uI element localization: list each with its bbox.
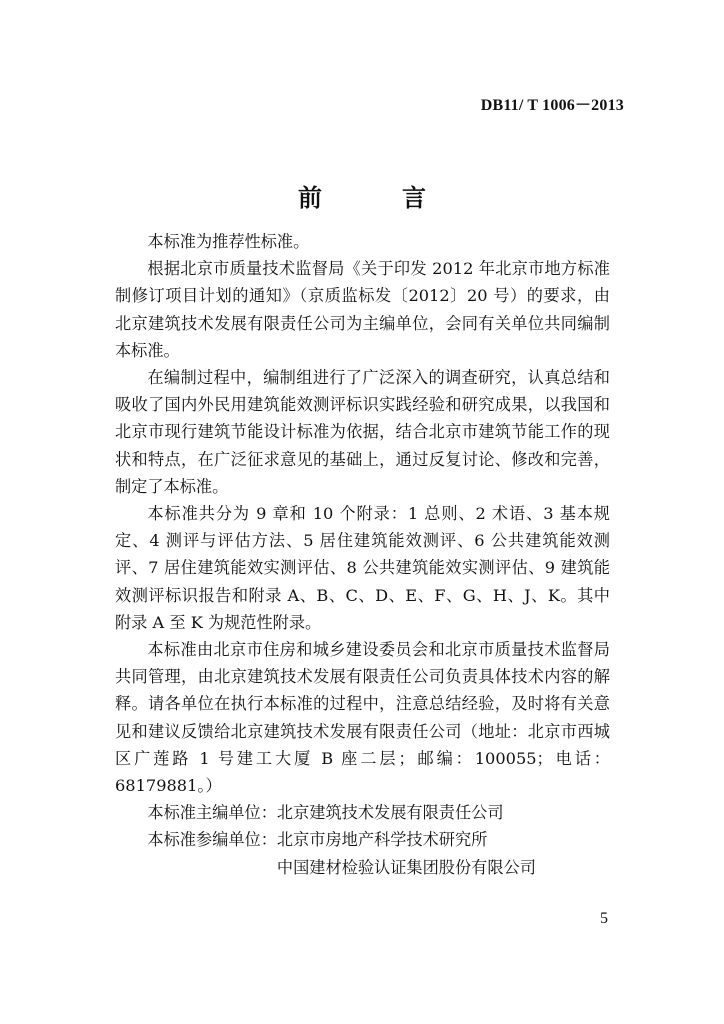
paragraph-management: 本标准由北京市住房和城乡建设委员会和北京市质量技术监督局共同管理，由北京建筑技术发展有限责任公司负责具体技术内容的解释。请各单位在执行本标准的过程中，注意总结经验，及时将有关意见和建议反馈给北京建筑技术发展有限责任公司（地址：北京市西城区广莲路 1 号建工大厦 B 座二层；邮编：100055；电话：68179881。） bbox=[115, 640, 610, 796]
paragraph-process: 在编制过程中，编制组进行了广泛深入的调查研究，认真总结和吸收了国内外民用建筑能效测评标识实践经验和研究成果，以我国和北京市现行建筑节能设计标准为依据，结合北京市建筑节能工作的现状和特点，在广泛征求意见的基础上，通过反复讨论、修改和完善，制定了本标准。 bbox=[115, 368, 610, 496]
standard-code: DB11/ T 1006－2013 bbox=[480, 97, 624, 114]
participating-editor-1: 北京市房地产科学技术研究所 bbox=[276, 830, 488, 850]
paragraph-basis: 根据北京市质量技术监督局《关于印发 2012 年北京市地方标准制修订项目计划的通知》（京质监标发〔2012〕20 号）的要求，由北京建筑技术发展有限责任公司为主编单位，会同有关单位共同编制本标准。 bbox=[115, 259, 610, 360]
page-title: 前 言 bbox=[298, 183, 454, 212]
chief-editor-value: 北京建筑技术发展有限责任公司 bbox=[276, 803, 504, 823]
paragraph-recommended: 本标准为推荐性标准。 bbox=[147, 232, 310, 251]
participating-editors-label: 本标准参编单位： bbox=[147, 830, 277, 850]
participating-editor-2: 中国建材检验认证集团股份有限公司 bbox=[276, 857, 536, 877]
chief-editor-label: 本标准主编单位： bbox=[147, 803, 277, 823]
chief-editor-row bbox=[115, 799, 610, 826]
participating-editors-row bbox=[115, 826, 610, 880]
paragraph-structure: 本标准共分为 9 章和 10 个附录：1 总则、2 术语、3 基本规定、4 测评与评估方法、5 居住建筑能效测评、6 公共建筑能效测评、7 居住建筑能效实测评估、8 公共建筑能效实测评估、9 建筑能效测评标识报告和附录 A、B、C、D、E、F、G、H、J、K。其中附录 A 至 K 为规范性附录。 bbox=[115, 504, 610, 632]
foreword-body bbox=[115, 228, 610, 881]
page-number: 5 bbox=[600, 910, 608, 927]
